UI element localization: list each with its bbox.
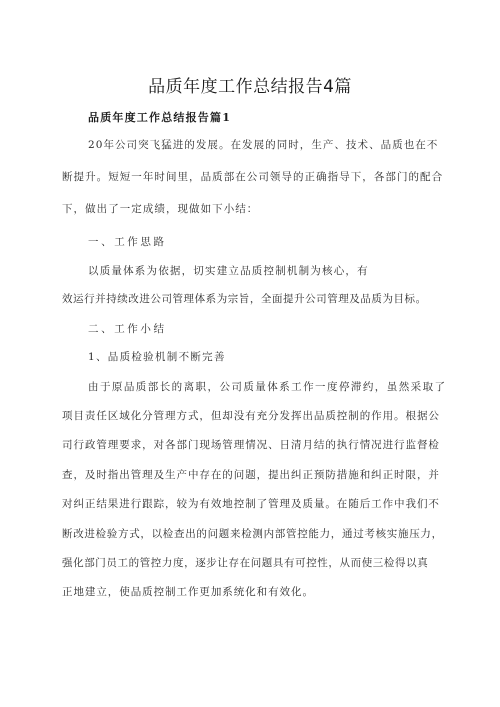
- paragraph-line: 司行政管理要求，对各部门现场管理情况、日清月结的执行情况进行监督检: [62, 439, 440, 451]
- paragraph-line: 强化部门员工的管控力度，逐步让存在问题具有可控性，从而使三检得以真: [62, 557, 429, 569]
- paragraph-line: 断提升。短短一年时间里，品质部在公司领导的正确指导下，各部门的配合: [62, 171, 444, 183]
- paragraph-line: 以质量体系为依据，切实建立品质控制机制为核心，有: [88, 265, 369, 277]
- paragraph-line: 断改进检验方式，以检查出的问题来检测内部管控能力，通过考核实施压力，: [62, 528, 443, 540]
- section-heading: 品质年度工作总结报告篇1: [88, 111, 232, 124]
- subheading-line: 1、品质检验机制不断完善: [88, 351, 226, 363]
- document-title: 品质年度工作总结报告4篇: [148, 77, 352, 97]
- paragraph-line: 效运行并持续改进公司管理体系为宗旨，全面提升公司管理及品质为目标。: [62, 293, 427, 305]
- paragraph-line: 由于原品质部长的离职，公司质量体系工作一度停滞约，虽然采取了: [88, 381, 447, 393]
- paragraph-line: 查，及时指出管理及生产中存在的问题，提出纠正预防措施和纠正时限，并: [62, 469, 440, 481]
- paragraph-line: 正地建立，使品质控制工作更加系统化和有效化。: [62, 586, 314, 598]
- paragraph-line: 对纠正结果进行跟踪，较为有效地控制了管理及质量。在随后工作中我们不: [62, 498, 440, 510]
- subheading-line: 二、工作小结: [88, 323, 167, 335]
- paragraph-line: 下，做出了一定成绩，现做如下小结：: [62, 203, 259, 215]
- paragraph-line: 20年公司突飞猛进的发展。在发展的同时，生产、技术、品质也在不: [88, 139, 439, 151]
- subheading-line: 一、工作思路: [88, 236, 167, 248]
- paragraph-line: 项目责任区域化分管理方式，但却没有充分发挥出品质控制的作用。根据公: [62, 410, 440, 422]
